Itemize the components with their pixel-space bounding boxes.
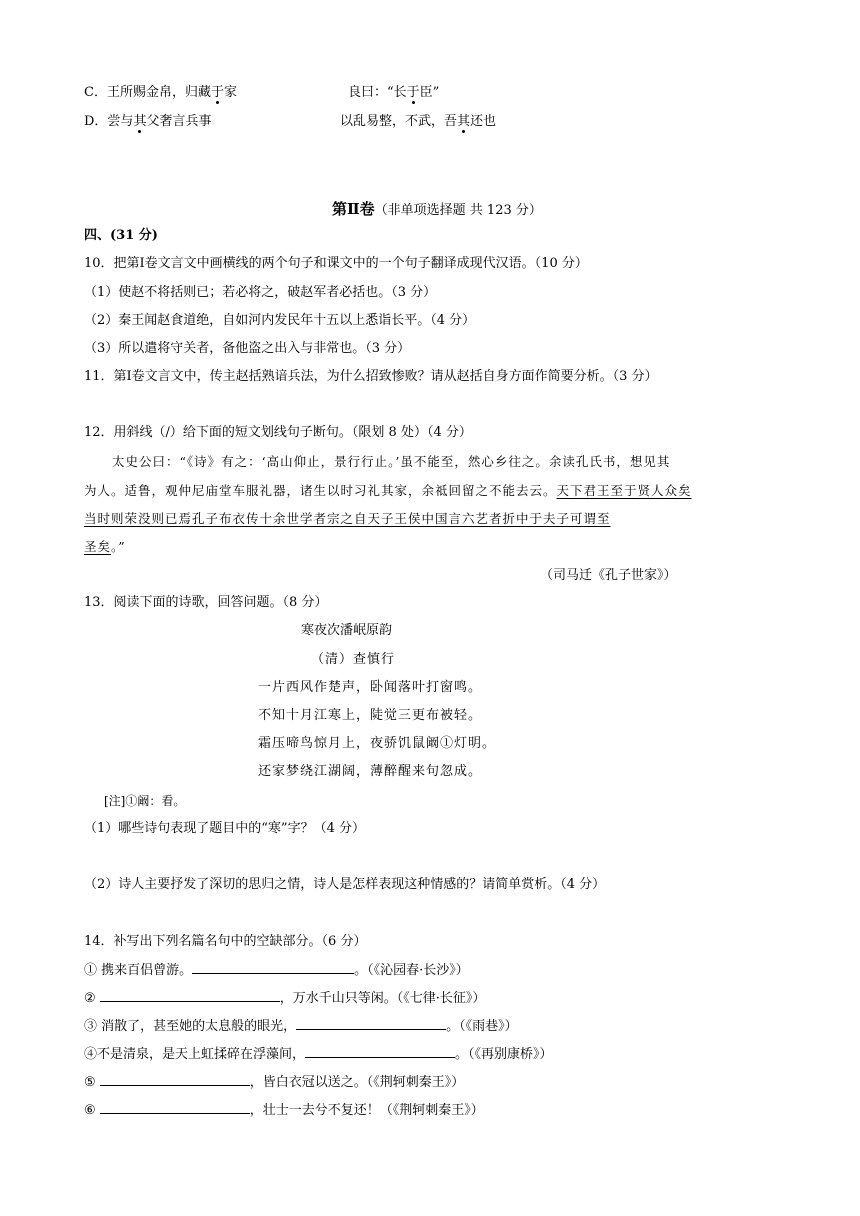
- poem-title: 寒夜次潘岷原韵: [301, 623, 393, 638]
- q14-item-3-before: 消散了，甚至她的太息般的眼光，: [97, 1019, 297, 1034]
- q14-item-6: [84, 1101, 484, 1120]
- option-c-suffix: 家: [223, 85, 237, 100]
- q10-item-2: （2）秦王闻赵食道绝，自如河内发民年十五以上悉诣长平。（4 分）: [84, 313, 476, 328]
- option-c-prefix: C．王所赐金帛，归藏: [84, 85, 211, 100]
- q14-stem: 14．补写出下列名篇名句中的空缺部分。（6 分）: [84, 934, 367, 949]
- q12-passage-end: 。”: [111, 539, 126, 554]
- option-c-right-prefix: 良曰：“长: [348, 85, 407, 100]
- q14-item-1-blank[interactable]: [192, 961, 354, 974]
- q14-item-5-blank[interactable]: [100, 1073, 250, 1086]
- option-c-right: [348, 84, 439, 102]
- q14-item-4-blank[interactable]: [305, 1045, 455, 1058]
- q12-passage-line-1: 太史公曰：“《诗》有之：‘高山仰止，景行行止。’虽不能至，然心乡往之。余读孔氏书，想见其: [112, 454, 671, 469]
- q14-item-3-blank[interactable]: [296, 1017, 446, 1030]
- option-d-dotted-char: 其: [133, 114, 147, 129]
- part-heading: 四、(31 分): [84, 228, 158, 243]
- q12-source: （司马迁《孔子世家》）: [540, 568, 677, 583]
- q12-underlined-sentence-2: 当时则荣没则已焉孔子布衣传十余世学者宗之自天子王侯中国言六艺者折中于夫子可谓至: [84, 511, 611, 526]
- option-c: [84, 84, 237, 102]
- q14-item-3: [84, 1017, 518, 1036]
- q13-sub-1: （1）哪些诗句表现了题目中的“寒”字？（4 分）: [84, 821, 365, 836]
- poem-line-4: 还家梦绕江湖阔，薄醉醒来句忽成。: [258, 764, 483, 779]
- q14-item-5: [84, 1073, 464, 1092]
- q14-item-4-before: 不是清泉，是天上虹揉碎在浮藻间，: [97, 1047, 306, 1062]
- option-c-right-suffix: 臣”: [419, 85, 440, 100]
- q14-item-4: [84, 1045, 553, 1064]
- option-c-right-dotted-char: 于: [406, 85, 420, 100]
- q14-item-5-after: ，皆白衣冠以送之。（《荆轲刺秦王》）: [249, 1075, 465, 1090]
- q12-passage-line-4: [84, 538, 126, 556]
- q10-stem: 10．把第Ⅰ卷文言文中画横线的两个句子和课文中的一个句子翻译成现代汉语。（10 分）: [84, 256, 588, 271]
- option-d-right: [340, 113, 496, 131]
- option-d-suffix: 父奢言兵事: [146, 114, 212, 129]
- q12-stem: 12．用斜线（/）给下面的短文划线句子断句。（限划 8 处）（4 分）: [84, 425, 472, 440]
- q12-passage-plain: 为人。适鲁，观仲尼庙堂车服礼器，诸生以时习礼其家，余祗回留之不能去云。: [84, 483, 557, 498]
- q14-item-6-blank[interactable]: [100, 1101, 250, 1114]
- q14-item-5-num: ⑤: [84, 1075, 96, 1090]
- q13-sub-2: （2）诗人主要抒发了深切的思归之情，诗人是怎样表现这种情感的？请简单赏析。（4 分）: [84, 877, 606, 892]
- option-d-right-dotted-char: 其: [457, 114, 471, 129]
- q12-underlined-sentence-3: 圣矣: [84, 539, 112, 554]
- option-d-prefix: D．尝与: [84, 114, 134, 129]
- q14-item-1: [84, 961, 469, 980]
- section-title: [332, 200, 542, 220]
- q14-item-6-after: ，壮士一去兮不复还！（《荆轲刺秦王》）: [249, 1103, 484, 1118]
- option-d-right-suffix: 还也: [470, 114, 497, 129]
- section-title-main: 第Ⅱ卷: [332, 200, 375, 218]
- option-d-right-prefix: 以乱易整，不武，吾: [340, 114, 458, 129]
- q10-item-3: （3）所以遣将守关者，备他盗之出入与非常也。（3 分）: [84, 341, 411, 356]
- q14-item-1-before: 携来百侣曾游。: [97, 963, 193, 978]
- option-d: [84, 113, 211, 131]
- q14-item-4-after: 。（《再别康桥》）: [455, 1047, 553, 1062]
- q14-item-4-num: ④: [84, 1047, 98, 1062]
- q14-item-2-num: ②: [84, 991, 96, 1006]
- q14-item-3-num: ③: [84, 1019, 98, 1034]
- q14-item-2-blank[interactable]: [100, 989, 280, 1002]
- poem-line-1: 一片西风作楚声，卧闻落叶打窗鸣。: [258, 680, 483, 695]
- q14-item-6-num: ⑥: [84, 1103, 96, 1118]
- q13-stem: 13．阅读下面的诗歌，回答问题。（8 分）: [84, 595, 328, 610]
- q12-underlined-sentence-1: 天下君王至于贤人众矣: [556, 483, 692, 498]
- poem-line-2: 不知十月江寒上，陡觉三更布被轻。: [258, 708, 483, 723]
- q14-item-3-after: 。（《雨巷》）: [446, 1019, 518, 1034]
- q12-passage-line-2: [84, 482, 692, 500]
- section-title-sub: （非单项选择题 共 123 分）: [374, 203, 542, 218]
- option-c-dotted-char: 于: [210, 85, 224, 100]
- poem-line-3: 霜压啼鸟惊月上，夜骄饥鼠阚①灯明。: [258, 736, 497, 751]
- q14-item-1-after: 。（《沁园春·长沙》）: [354, 963, 469, 978]
- q14-item-2-after: ，万水千山只等闲。（《七律·长征》）: [279, 991, 486, 1006]
- q11-stem: 11．第Ⅰ卷文言文中，传主赵括熟谙兵法，为什么招致惨败？请从赵括自身方面作简要分析。（3 分）: [84, 369, 658, 384]
- q14-item-2: [84, 989, 485, 1008]
- poem-author: （清）查慎行: [311, 652, 396, 667]
- q10-item-1: （1）使赵不将括则已；若必将之，破赵军者必括也。（3 分）: [84, 285, 437, 300]
- poem-note: [注]①阚：看。: [104, 794, 186, 808]
- q14-item-1-num: ①: [84, 963, 98, 978]
